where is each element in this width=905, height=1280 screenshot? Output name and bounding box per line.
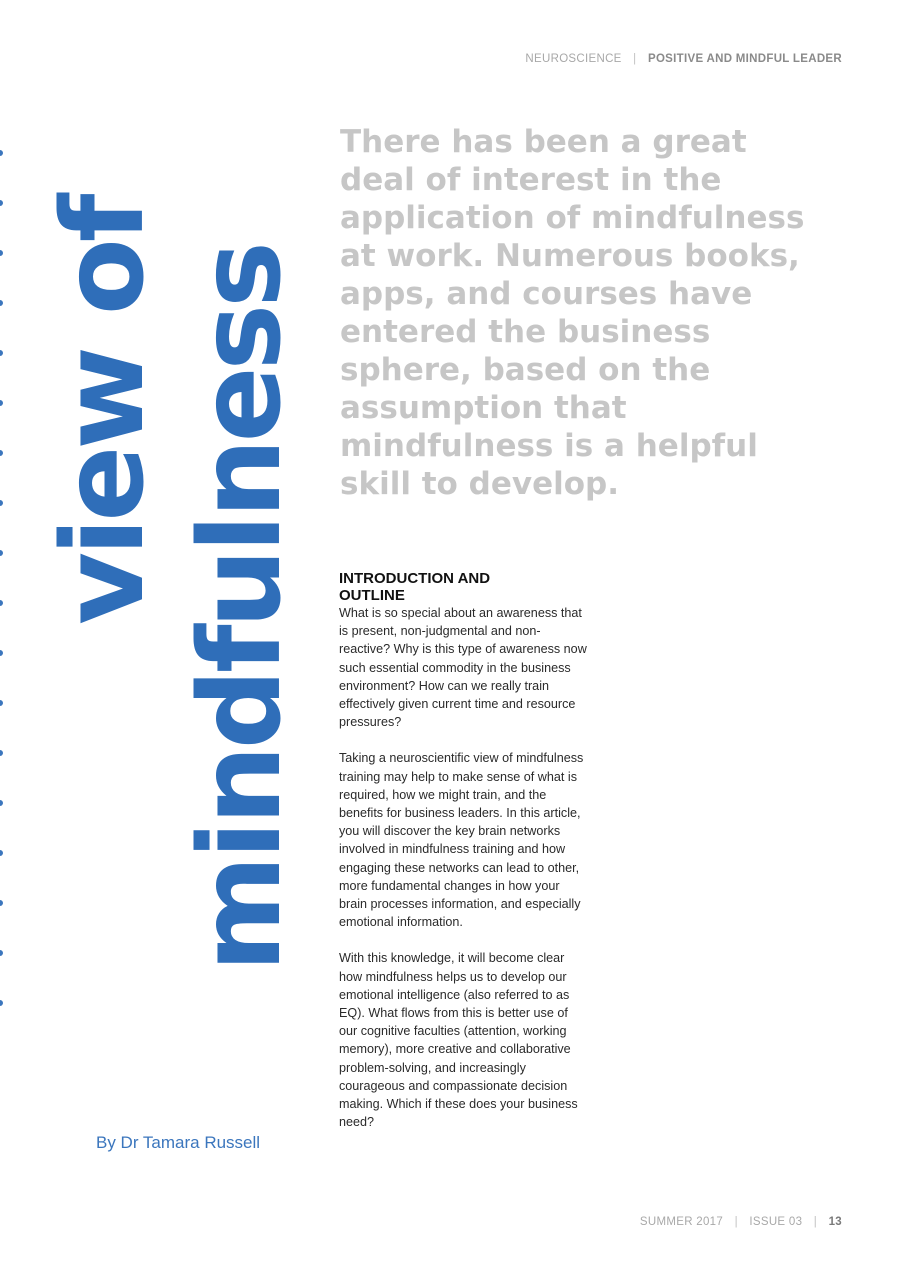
section-heading-line-1: INTRODUCTION AND — [339, 570, 491, 587]
page-footer — [640, 1216, 842, 1228]
running-header — [525, 53, 842, 65]
header-section: POSITIVE AND MINDFUL LEADER — [647, 53, 842, 65]
header-separator: | — [633, 53, 637, 65]
body-paragraph: With this knowledge, it will become clear how mindfulness helps us to develop our emotional intelligence (also referred to as EQ). What flows from this is better use of our cognitive faculties (attention, working memory), more creative and collaborative problem-solving, and increasingly courageous and compassionate decision making. Which if these does your business need? — [339, 951, 578, 1130]
intro-quote: There has been a great deal of interest in the application of mindfulness at work. Numerous books, apps, and courses have entered the business sphere, based on the assumption that mindfulness is a helpful skill to develop. — [340, 124, 805, 502]
body-paragraph: Taking a neuroscientific view of mindfulness training may help to make sense of what is required, how we might train, and the benefits for business leaders. In this article, you will discover the key brain networks involved in mindfulness training and how engaging these networks can lead to other, more fundamental changes in how your brain processes information, and especially emotional information. — [339, 751, 584, 930]
footer-separator: | — [813, 1216, 818, 1228]
footer-season: SUMMER 2017 — [639, 1216, 724, 1228]
page-number: 13 — [828, 1216, 842, 1228]
title-line-1: view of — [39, 197, 169, 625]
article-column — [339, 570, 589, 1149]
body-paragraph: What is so special about an awareness that is present, non-judgmental and non-reactive? Why is this type of awareness now such essential commodity in the business environment? How can we really train effectively given current time and resource pressures? — [339, 606, 587, 730]
section-heading — [339, 570, 589, 604]
header-category: NEUROSCIENCE — [525, 53, 622, 65]
left-dot-rail — [0, 150, 6, 1010]
footer-separator: | — [734, 1216, 738, 1228]
section-heading-line-2: OUTLINE — [339, 587, 405, 604]
author-byline: By Dr Tamara Russell — [96, 1133, 261, 1152]
footer-issue: ISSUE 03 — [749, 1216, 803, 1228]
title-line-2: mindfulness — [176, 245, 306, 972]
